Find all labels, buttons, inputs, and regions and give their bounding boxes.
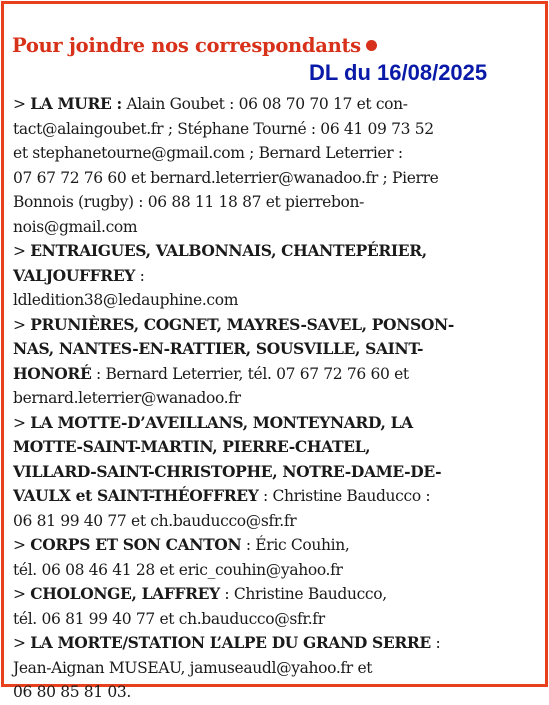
text-line: [13, 533, 548, 558]
text-line: [13, 509, 548, 534]
contact-text: 07 67 72 76 60 et bernard.leterrier@wanadoo.fr ; Pierre: [13, 168, 439, 187]
text-line: [13, 166, 548, 191]
locality-name: VALJOUFFREY: [13, 265, 136, 285]
locality-name: PRUNIÈRES, COGNET, MAYRES-SAVEL, PONSON-: [30, 314, 454, 334]
contact-text: :: [430, 634, 441, 652]
bullet-dot-icon: [366, 40, 377, 51]
contact-text: tél. 06 08 46 41 28 et eric_couhin@yahoo.fr: [13, 560, 343, 579]
text-line: [13, 656, 548, 681]
text-line: [13, 141, 548, 166]
contact-text: >: [13, 95, 31, 113]
locality-name: CHOLONGE, LAFFREY: [30, 584, 220, 603]
text-line: [13, 411, 548, 436]
text-line: [13, 362, 548, 387]
text-line: [13, 239, 548, 264]
locality-name: LA MURE :: [30, 94, 122, 113]
contact-text: :: [135, 266, 145, 285]
text-line: [13, 680, 548, 705]
locality-name: CORPS ET SON CANTON: [30, 535, 242, 554]
contact-text: : Éric Couhin,: [241, 536, 350, 554]
edition-date-label: DL du 16/08/2025: [309, 60, 488, 85]
text-line: [13, 435, 548, 460]
contact-text: : Christine Bauducco :: [258, 487, 431, 505]
article-title: [12, 34, 377, 57]
text-line: [13, 484, 548, 509]
contact-text: ldledition38@ledauphine.com: [13, 291, 239, 309]
text-line: [13, 558, 548, 583]
text-line: [13, 92, 548, 117]
article-title-text: Pour joindre nos correspondants: [12, 34, 361, 57]
text-line: [13, 288, 548, 313]
contact-text: tél. 06 81 99 40 77 et ch.bauducco@sfr.fr: [13, 609, 325, 628]
text-line: [13, 264, 548, 289]
contact-text: 06 80 85 81 03.: [13, 683, 132, 701]
contact-text: >: [13, 242, 31, 260]
text-line: [13, 313, 548, 338]
contact-text: bernard.leterrier@wanadoo.fr: [13, 389, 241, 407]
locality-name: MOTTE-SAINT-MARTIN, PIERRE-CHATEL,: [13, 437, 371, 456]
contact-text: >: [13, 413, 31, 432]
contact-list: [13, 92, 548, 705]
locality-name: LA MORTE/STATION L’ALPE DU GRAND SERRE: [30, 633, 431, 652]
locality-name: VILLARD-SAINT-CHRISTOPHE, NOTRE-DAME-DE-: [13, 461, 442, 481]
article-frame: [1, 1, 548, 701]
text-line: [13, 386, 548, 411]
contact-text: Bonnois (rugby) : 06 88 11 18 87 et pierrebon-: [13, 193, 365, 211]
text-line: [13, 582, 548, 607]
contact-text: : Christine Bauducco,: [219, 585, 387, 603]
contact-text: Jean-Aignan MUSEAU, jamuseaudl@yahoo.fr et: [13, 658, 373, 677]
contact-text: >: [13, 585, 31, 603]
contact-text: tact@alaingoubet.fr ; Stéphane Tourné : 06 41 09 73 52: [13, 119, 434, 138]
contact-text: 06 81 99 40 77 et ch.bauducco@sfr.fr: [13, 511, 297, 530]
contact-text: >: [13, 315, 31, 334]
text-line: [13, 117, 548, 142]
locality-name: NAS, NANTES-EN-RATTIER, SOUSVILLE, SAINT-: [13, 339, 424, 358]
contact-text: : Bernard Leterrier, tél. 07 67 72 76 60 et: [91, 364, 409, 383]
text-line: [13, 460, 548, 485]
contact-text: >: [13, 634, 31, 652]
text-line: [13, 607, 548, 632]
contact-text: nois@gmail.com: [13, 217, 138, 236]
locality-name: HONORÉ: [13, 363, 92, 383]
text-line: [13, 215, 548, 240]
text-line: [13, 190, 548, 215]
locality-name: ENTRAIGUES, VALBONNAIS, CHANTEPÉRIER,: [30, 241, 427, 260]
text-line: [13, 631, 548, 656]
contact-text: et stephanetourne@gmail.com ; Bernard Leterrier :: [13, 144, 403, 162]
contact-text: >: [13, 536, 31, 554]
locality-name: LA MOTTE-D’AVEILLANS, MONTEYNARD, LA: [30, 412, 413, 432]
contact-text: Alain Goubet : 06 08 70 70 17 et con-: [121, 95, 408, 113]
locality-name: VAULX et SAINT-THÉOFFREY: [13, 486, 259, 505]
text-line: [13, 337, 548, 362]
